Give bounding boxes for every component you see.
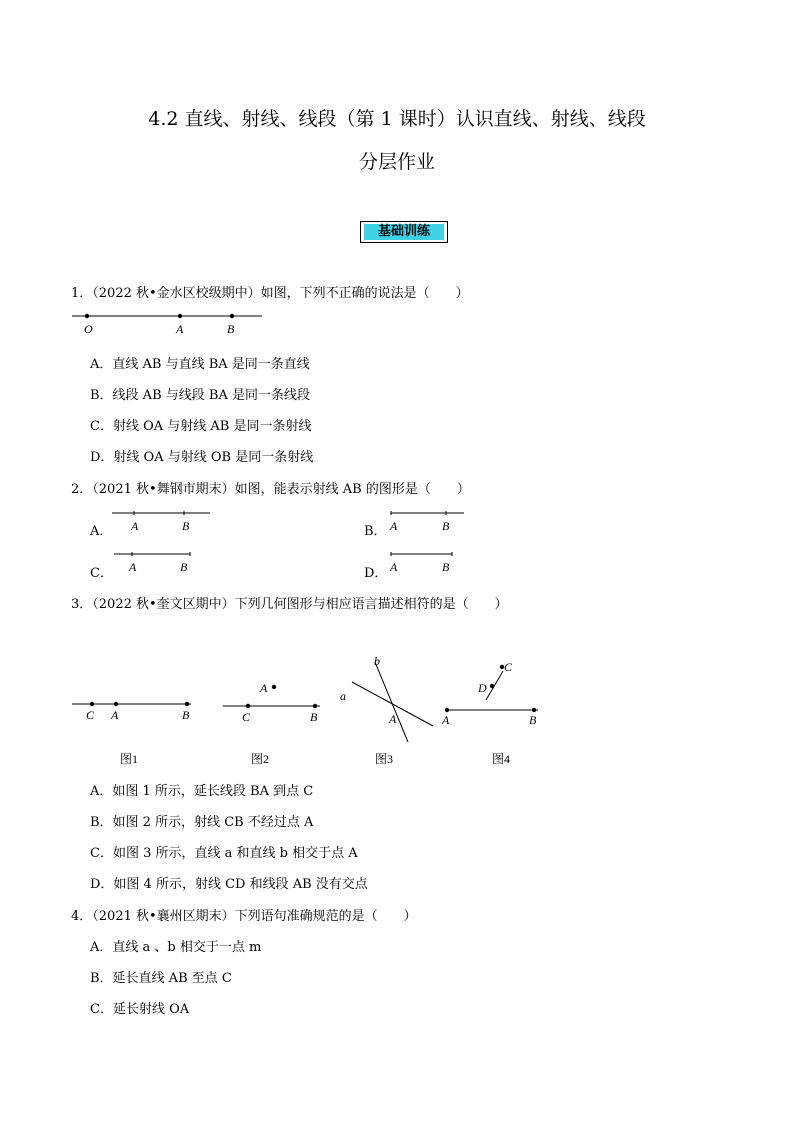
q2b-label-a: A	[390, 519, 398, 533]
question-1-option-c[interactable]: C．射线 OA 与射线 AB 是同一条射线	[90, 419, 312, 434]
q3-caption-2: 图2	[251, 752, 270, 766]
question-1-option-a[interactable]: A．直线 AB 与直线 BA 是同一条直线	[90, 357, 310, 372]
question-2-option-b[interactable]: B．	[364, 524, 387, 539]
question-1-figure	[70, 308, 270, 340]
question-4-option-a[interactable]: A．直线 a 、b 相交于一点 m	[90, 940, 262, 955]
q2d-label-a: A	[390, 560, 398, 574]
q3-caption-3: 图3	[375, 752, 394, 766]
q1-label-o: O	[84, 322, 93, 336]
q3f3-label-b: b	[374, 654, 380, 668]
q3f4-label-a: A	[442, 713, 450, 727]
q3-figure-3	[340, 654, 433, 742]
question-3-option-c[interactable]: C．如图 3 所示，直线 a 和直线 b 相交于点 A	[90, 846, 358, 861]
question-3-figures	[70, 640, 550, 770]
q2c-label-b: B	[180, 560, 188, 574]
question-2-option-c[interactable]: C．	[90, 566, 113, 581]
q2a-label-b: B	[182, 519, 190, 533]
q2b-label-b: B	[442, 519, 450, 533]
question-2-option-a[interactable]: A．	[90, 524, 113, 539]
q3-figure-2	[223, 681, 320, 724]
q2a-label-a: A	[131, 519, 139, 533]
question-3-option-b[interactable]: B．如图 2 所示，射线 CB 不经过点 A	[90, 815, 314, 830]
question-3-stem: 3．（2022 秋•奎文区期中）下列几何图形与相应语言描述相符的是（ ）	[71, 597, 508, 612]
q2d-label-b: B	[442, 560, 450, 574]
question-2-option-d[interactable]: D．	[364, 566, 388, 581]
q3f4-label-b: B	[529, 713, 537, 727]
question-2-figure-b	[388, 508, 468, 534]
question-2-figure-a	[112, 508, 214, 534]
question-3-option-d[interactable]: D．如图 4 所示，射线 CD 和线段 AB 没有交点	[90, 877, 368, 892]
q3-caption-1: 图1	[120, 752, 139, 766]
question-4-option-c[interactable]: C．延长射线 OA	[90, 1002, 190, 1017]
q2c-label-a: A	[129, 560, 137, 574]
q3-figure-1	[72, 702, 191, 722]
q3f1-label-b: B	[182, 708, 190, 722]
question-1-stem: 1．（2022 秋•金水区校级期中）如图，下列不正确的说法是（ ）	[71, 286, 469, 301]
question-1-option-d[interactable]: D．射线 OA 与射线 OB 是同一条射线	[90, 450, 314, 465]
q3f2-label-a: A	[260, 681, 268, 695]
question-3-option-a[interactable]: A．如图 1 所示，延长线段 BA 到点 C	[90, 784, 314, 799]
q3f4-label-c: C	[504, 660, 513, 674]
question-4-stem: 4．（2021 秋•襄州区期末）下列语句准确规范的是（ ）	[71, 909, 417, 924]
q3-figure-4	[441, 660, 538, 727]
section-badge-label: 基础训练	[364, 224, 444, 240]
q3f1-label-a: A	[111, 708, 119, 722]
q1-label-a: A	[176, 322, 184, 336]
q3f2-label-c: C	[242, 710, 251, 724]
q3f3-label-a-point: A	[389, 712, 397, 726]
q3f3-label-a-line: a	[340, 689, 346, 703]
section-badge	[360, 221, 448, 243]
question-1-option-b[interactable]: B．线段 AB 与线段 BA 是同一条线段	[90, 388, 310, 403]
q3-caption-4: 图4	[492, 752, 511, 766]
question-2-figure-c	[112, 549, 194, 575]
page-title: 4.2 直线、射线、线段（第 1 课时）认识直线、射线、线段	[148, 108, 646, 130]
question-2-figure-d	[388, 549, 460, 575]
q1-label-b: B	[227, 322, 235, 336]
q3f2-label-b: B	[310, 710, 318, 724]
q3f4-label-d: D	[478, 681, 487, 695]
page-subtitle: 分层作业	[358, 151, 435, 173]
question-2-stem: 2．（2021 秋•舞钢市期末）如图，能表示射线 AB 的图形是（ ）	[71, 482, 470, 497]
q3f1-label-c: C	[86, 708, 95, 722]
question-4-option-b[interactable]: B．延长直线 AB 至点 C	[90, 971, 232, 986]
